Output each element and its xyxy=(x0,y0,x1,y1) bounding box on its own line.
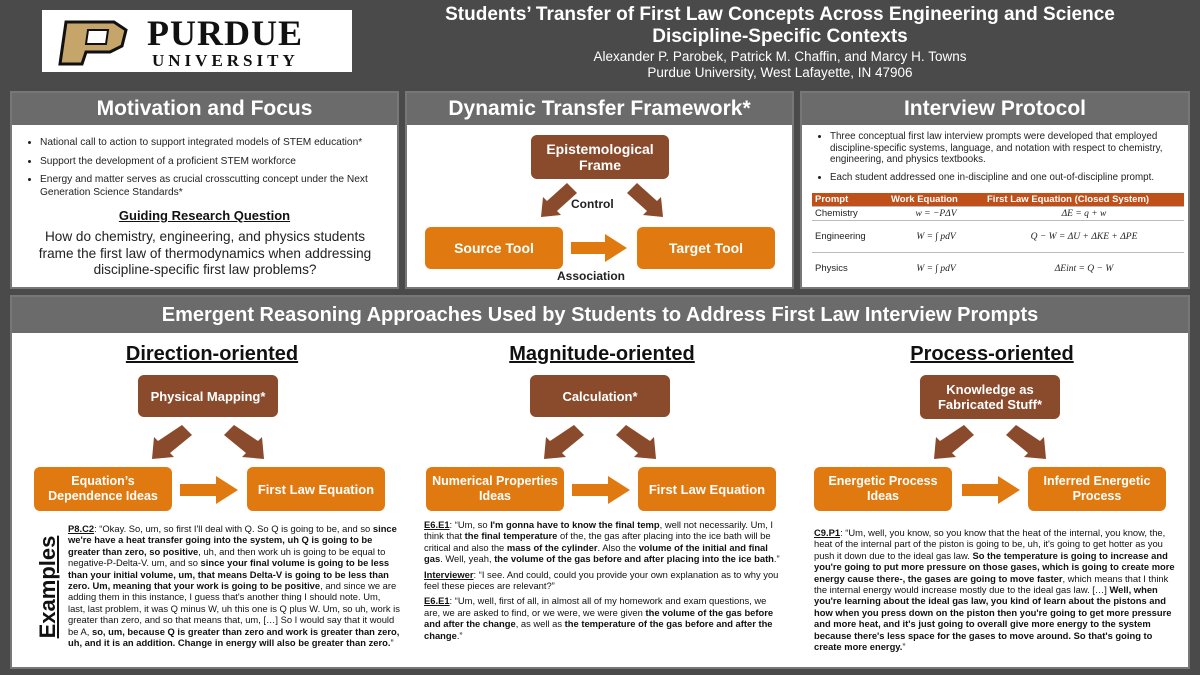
quote-id: E6.E1 xyxy=(424,595,450,607)
process-oriented-title: Process-oriented xyxy=(910,343,1074,365)
motivation-bullet: • National call to action to support integrated models of STEM education* xyxy=(40,137,408,150)
logo-subtitle: UNIVERSITY xyxy=(152,51,299,70)
table-row xyxy=(812,253,1184,285)
direction-quote: P8.C2: “Okay. So, um, so first I'll deal with Q. So Q is going to be, and so since we're have a heat transfer going into the system, uh Q is going to be greater than zero, so positive, uh, and then work uh is going to be equal to negative-P-Delta-V. um, and so since your final volume is going to be less than your initial volume, um, that means Delta-V is going to be less than zero. Um, meaning that your work is going to be positive, and since we are adding them in this instance, I guess that's another thing I should note. Um, last, last problem, it was Q minus W, uh this one is Q plus W. Um, so uh, work is greater than zero, and so that means that, um, […] So I would say that it would be A, so, um, because Q is greater than zero and work is greater than zero, uh, and it is an addition. Change in energy will also be greater than zero.” xyxy=(68,523,400,649)
quote-id: E6.E1 xyxy=(424,519,450,530)
purdue-p-logo-icon xyxy=(56,18,130,66)
quote-id: P8.C2 xyxy=(68,523,95,534)
work-equation-cell: w = −PΔV xyxy=(888,207,984,221)
magnitude-oriented-title: Magnitude-oriented xyxy=(509,343,695,365)
calculation-box: Calculation* xyxy=(530,375,670,417)
protocol-table xyxy=(812,193,1184,285)
emergent-heading: Emergent Reasoning Approaches Used by Students to Address First Law Interview Prompts xyxy=(12,297,1188,333)
magnitude-flow-arrow-icon xyxy=(572,475,632,505)
poster-title xyxy=(380,4,1180,48)
motivation-bullet: • Support the development of a proficient STEM workforce xyxy=(40,156,408,169)
emergent-panel xyxy=(10,295,1190,669)
source-tool-box: Source Tool xyxy=(425,227,563,269)
first-law-equation-box-2: First Law Equation xyxy=(638,467,776,511)
equation-dependence-box: Equation’s Dependence Ideas xyxy=(34,467,172,511)
motivation-panel xyxy=(10,91,399,289)
research-question-text: How do chemistry, engineering, and physics students frame the first law of thermodynamics when addressing discipline-specific first law problems? xyxy=(38,229,372,277)
purdue-logo xyxy=(42,10,352,72)
table-row xyxy=(812,221,1184,253)
poster-header xyxy=(0,0,1200,88)
prompt-cell: Chemistry xyxy=(812,207,888,221)
association-label: Association xyxy=(557,269,626,283)
motivation-bullet: • Energy and matter serves as crucial crosscutting concept under the Next Generation Science Standards* xyxy=(40,174,408,199)
physical-mapping-box: Physical Mapping* xyxy=(138,375,278,417)
framework-heading: Dynamic Transfer Framework* xyxy=(407,93,792,125)
protocol-bullet: • Three conceptual first law interview prompts were developed that employed discipline-specific systems, language, and notation with respect to chemistry, engineering, and physics textbooks. xyxy=(830,131,1200,166)
inferred-energetic-process-box: Inferred Energetic Process xyxy=(1028,467,1166,511)
protocol-bullets xyxy=(812,131,1200,189)
framework-panel xyxy=(405,91,794,289)
quote-id: C9.P1 xyxy=(814,527,841,538)
direction-oriented-title: Direction-oriented xyxy=(125,343,299,365)
table-header-row xyxy=(812,193,1184,207)
protocol-panel xyxy=(800,91,1190,289)
epistemological-frame-box: Epistemological Frame xyxy=(531,135,669,179)
control-label: Control xyxy=(571,197,614,211)
logo-wordmark: PURDUE xyxy=(147,13,303,53)
magnitude-split-arrows-icon xyxy=(540,425,660,461)
motivation-bullets xyxy=(22,137,408,205)
table-header: Work Equation xyxy=(888,193,984,207)
process-flow-arrow-icon xyxy=(962,475,1022,505)
first-law-cell: ΔE = q + w xyxy=(984,207,1184,221)
research-question-heading: Guiding Research Question xyxy=(118,208,291,223)
first-law-equation-box-1: First Law Equation xyxy=(247,467,385,511)
magnitude-quote: E6.E1: “Um, so I'm gonna have to know the final temp, well not necessarily. Um, I think that the final temperature of the, the gas after placing into the ice bath will be critical and also the mass of the cylinder. Also the volume of the initial and final gas. Well, yeah, the volume of the gas before and after placing into the ice bath.” Interviewer: “I see. And could, could you provide your own explanation as to why you feel these pieces are relevant?” E6.E1: “Um, well, first of all, in almost all of my homework and exam questions, we are, we are asked to find, or we were, we were given the volume of the gas before and after the change, as well as the temperature of the gas before and after the change.” xyxy=(424,519,780,641)
authors: Alexander P. Parobek, Patrick M. Chaffin, and Marcy H. Towns xyxy=(593,49,967,64)
examples-label: Examples xyxy=(35,535,60,639)
direction-split-arrows-icon xyxy=(148,425,268,461)
process-split-arrows-icon xyxy=(930,425,1050,461)
numerical-properties-box: Numerical Properties Ideas xyxy=(426,467,564,511)
association-arrow-icon xyxy=(571,233,629,263)
prompt-cell: Engineering xyxy=(812,221,888,253)
first-law-cell: Q − W = ΔU + ΔKE + ΔPE xyxy=(984,221,1184,253)
title-line-2: Discipline-Specific Contexts xyxy=(652,26,908,47)
energetic-process-box: Energetic Process Ideas xyxy=(814,467,952,511)
title-line-1: Students’ Transfer of First Law Concepts Across Engineering and Science xyxy=(445,4,1115,25)
table-header: First Law Equation (Closed System) xyxy=(984,193,1184,207)
prompt-cell: Physics xyxy=(812,253,888,285)
protocol-heading: Interview Protocol xyxy=(802,93,1188,125)
table-row xyxy=(812,207,1184,221)
affiliation: Purdue University, West Lafayette, IN 47906 xyxy=(647,65,913,80)
knowledge-fabricated-box: Knowledge as Fabricated Stuff* xyxy=(920,375,1060,419)
interviewer-label: Interviewer xyxy=(424,568,474,580)
direction-flow-arrow-icon xyxy=(180,475,240,505)
motivation-heading: Motivation and Focus xyxy=(12,93,397,125)
target-tool-box: Target Tool xyxy=(637,227,775,269)
authors-block xyxy=(380,49,1180,81)
first-law-cell: ΔEint = Q − W xyxy=(984,253,1184,285)
protocol-bullet: • Each student addressed one in-discipline and one out-of-discipline prompt. xyxy=(830,172,1200,184)
examples-label-wrap xyxy=(18,512,72,666)
process-quote: C9.P1: “Um, well, you know, so you know that the heat of the internal, you know, the, heat of the internal part of the piston is going to be, uh, it's going to get hotter as you push it down due to the ideal gas law. So the temperature is going to increase and you're going to put more pressure on those gases, which is going to create more energy cause there-, the gases are going to move faster, which means that I think the internal energy would increase mostly due to the ideal gas law. […] Well, when you're learning about the ideal gas law, you kind of learn about the pistons and how when you press down on the piston then you're going to get more pressure and more heat, and it's just going to overall give more energy to the system because there's less space for the gases to move around. So that's going to create more energy.” xyxy=(814,527,1175,653)
work-equation-cell: W = ∫ pdV xyxy=(888,253,984,285)
work-equation-cell: W = ∫ pdV xyxy=(888,221,984,253)
table-header: Prompt xyxy=(812,193,888,207)
